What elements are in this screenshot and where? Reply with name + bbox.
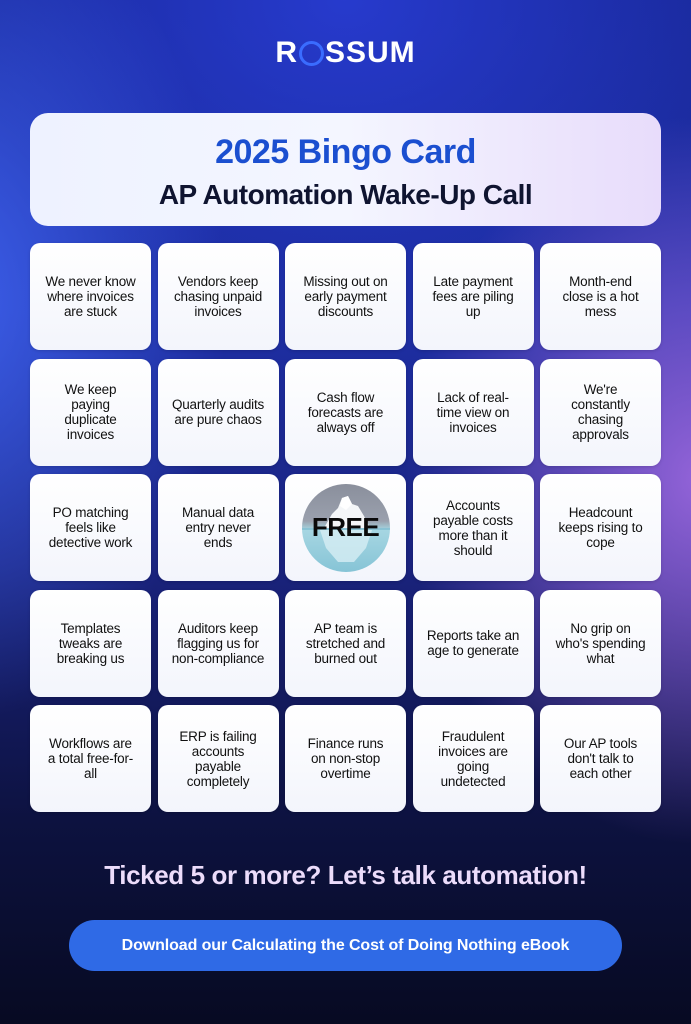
bingo-cell[interactable]: [30, 474, 151, 581]
bingo-cell[interactable]: [285, 590, 406, 697]
bingo-cell-label: Templates tweaks are breaking us: [56, 620, 125, 666]
bingo-cell-label: Vendors keep chasing unpaid invoices: [173, 274, 263, 319]
rossum-logo: [0, 33, 691, 73]
bingo-cell-label: Finance runs on non-stop overtime: [307, 736, 384, 781]
bingo-cell-label: Lack of real-time view on invoices: [436, 389, 510, 435]
bingo-cell-label: Quarterly audits are pure chaos: [171, 397, 265, 427]
header-card: [30, 113, 661, 226]
logo-prefix: R: [275, 36, 298, 69]
bingo-cell-label: Workflows are a total free-for-all: [47, 736, 134, 781]
bingo-cell[interactable]: [158, 590, 279, 697]
bingo-cell-label: Fraudulent invoices are going undetected: [438, 728, 508, 789]
bingo-cell-label: We're constantly chasing approvals: [571, 382, 630, 442]
bingo-cell[interactable]: [285, 705, 406, 812]
bingo-cell[interactable]: [540, 359, 661, 466]
cta-headline: Ticked 5 or more? Let’s talk automation!: [104, 860, 587, 890]
bingo-cell-label: Auditors keep flagging us for non-compliance: [171, 620, 265, 666]
logo-suffix: SSUM: [324, 36, 416, 69]
bingo-cell[interactable]: [285, 243, 406, 350]
bingo-cell[interactable]: [158, 474, 279, 581]
bingo-cell[interactable]: [413, 590, 534, 697]
bingo-cell[interactable]: [540, 705, 661, 812]
bingo-cell-label: Accounts payable costs more than it should: [433, 497, 513, 558]
logo-wordmark: [275, 36, 415, 70]
bingo-cell-label: ERP is failing accounts payable completely: [179, 728, 257, 789]
bingo-cell[interactable]: [158, 359, 279, 466]
bingo-cell[interactable]: [413, 705, 534, 812]
bingo-cell-label: Month-end close is a hot mess: [562, 274, 639, 319]
bingo-cell-label: Headcount keeps rising to cope: [558, 505, 643, 550]
bingo-cell-label: AP team is stretched and burned out: [305, 620, 386, 666]
page-subtitle: AP Automation Wake-Up Call: [158, 179, 533, 210]
bingo-cell-label: Manual data entry never ends: [181, 505, 255, 550]
bingo-cell-label: Our AP tools don't talk to each other: [563, 736, 638, 781]
download-ebook-button[interactable]: Download our Calculating the Cost of Doing Nothing eBook: [69, 920, 622, 971]
bingo-cell[interactable]: [540, 243, 661, 350]
bingo-cell-label: No grip on who's spending what: [555, 620, 646, 666]
bingo-cell[interactable]: [158, 705, 279, 812]
bingo-cell[interactable]: [30, 243, 151, 350]
bingo-cell[interactable]: [30, 590, 151, 697]
bingo-cell-label: Cash flow forecasts are always off: [307, 389, 384, 435]
free-badge: [302, 484, 390, 572]
bingo-cell[interactable]: [158, 243, 279, 350]
page-title: 2025 Bingo Card: [215, 133, 476, 171]
logo-o-ring-icon: [299, 41, 324, 66]
bingo-cell-label: PO matching feels like detective work: [48, 505, 133, 550]
bingo-cell[interactable]: [413, 474, 534, 581]
bingo-cell[interactable]: [540, 474, 661, 581]
bingo-cell[interactable]: [30, 359, 151, 466]
bingo-cell[interactable]: [413, 243, 534, 350]
bingo-cell-label: Reports take an age to generate: [426, 628, 520, 658]
bingo-cell[interactable]: [30, 705, 151, 812]
bingo-cell-label: Late payment fees are piling up: [432, 274, 514, 319]
bingo-cell[interactable]: [540, 590, 661, 697]
bingo-cell[interactable]: [285, 359, 406, 466]
bingo-cell[interactable]: [413, 359, 534, 466]
bingo-cell-label: We never know where invoices are stuck: [45, 274, 136, 319]
bingo-cell-label: We keep paying duplicate invoices: [64, 382, 117, 442]
bingo-cell-label: Missing out on early payment discounts: [303, 274, 388, 319]
free-label: FREE: [311, 512, 380, 542]
bingo-free-cell[interactable]: [285, 474, 406, 581]
bingo-grid: [30, 243, 661, 812]
